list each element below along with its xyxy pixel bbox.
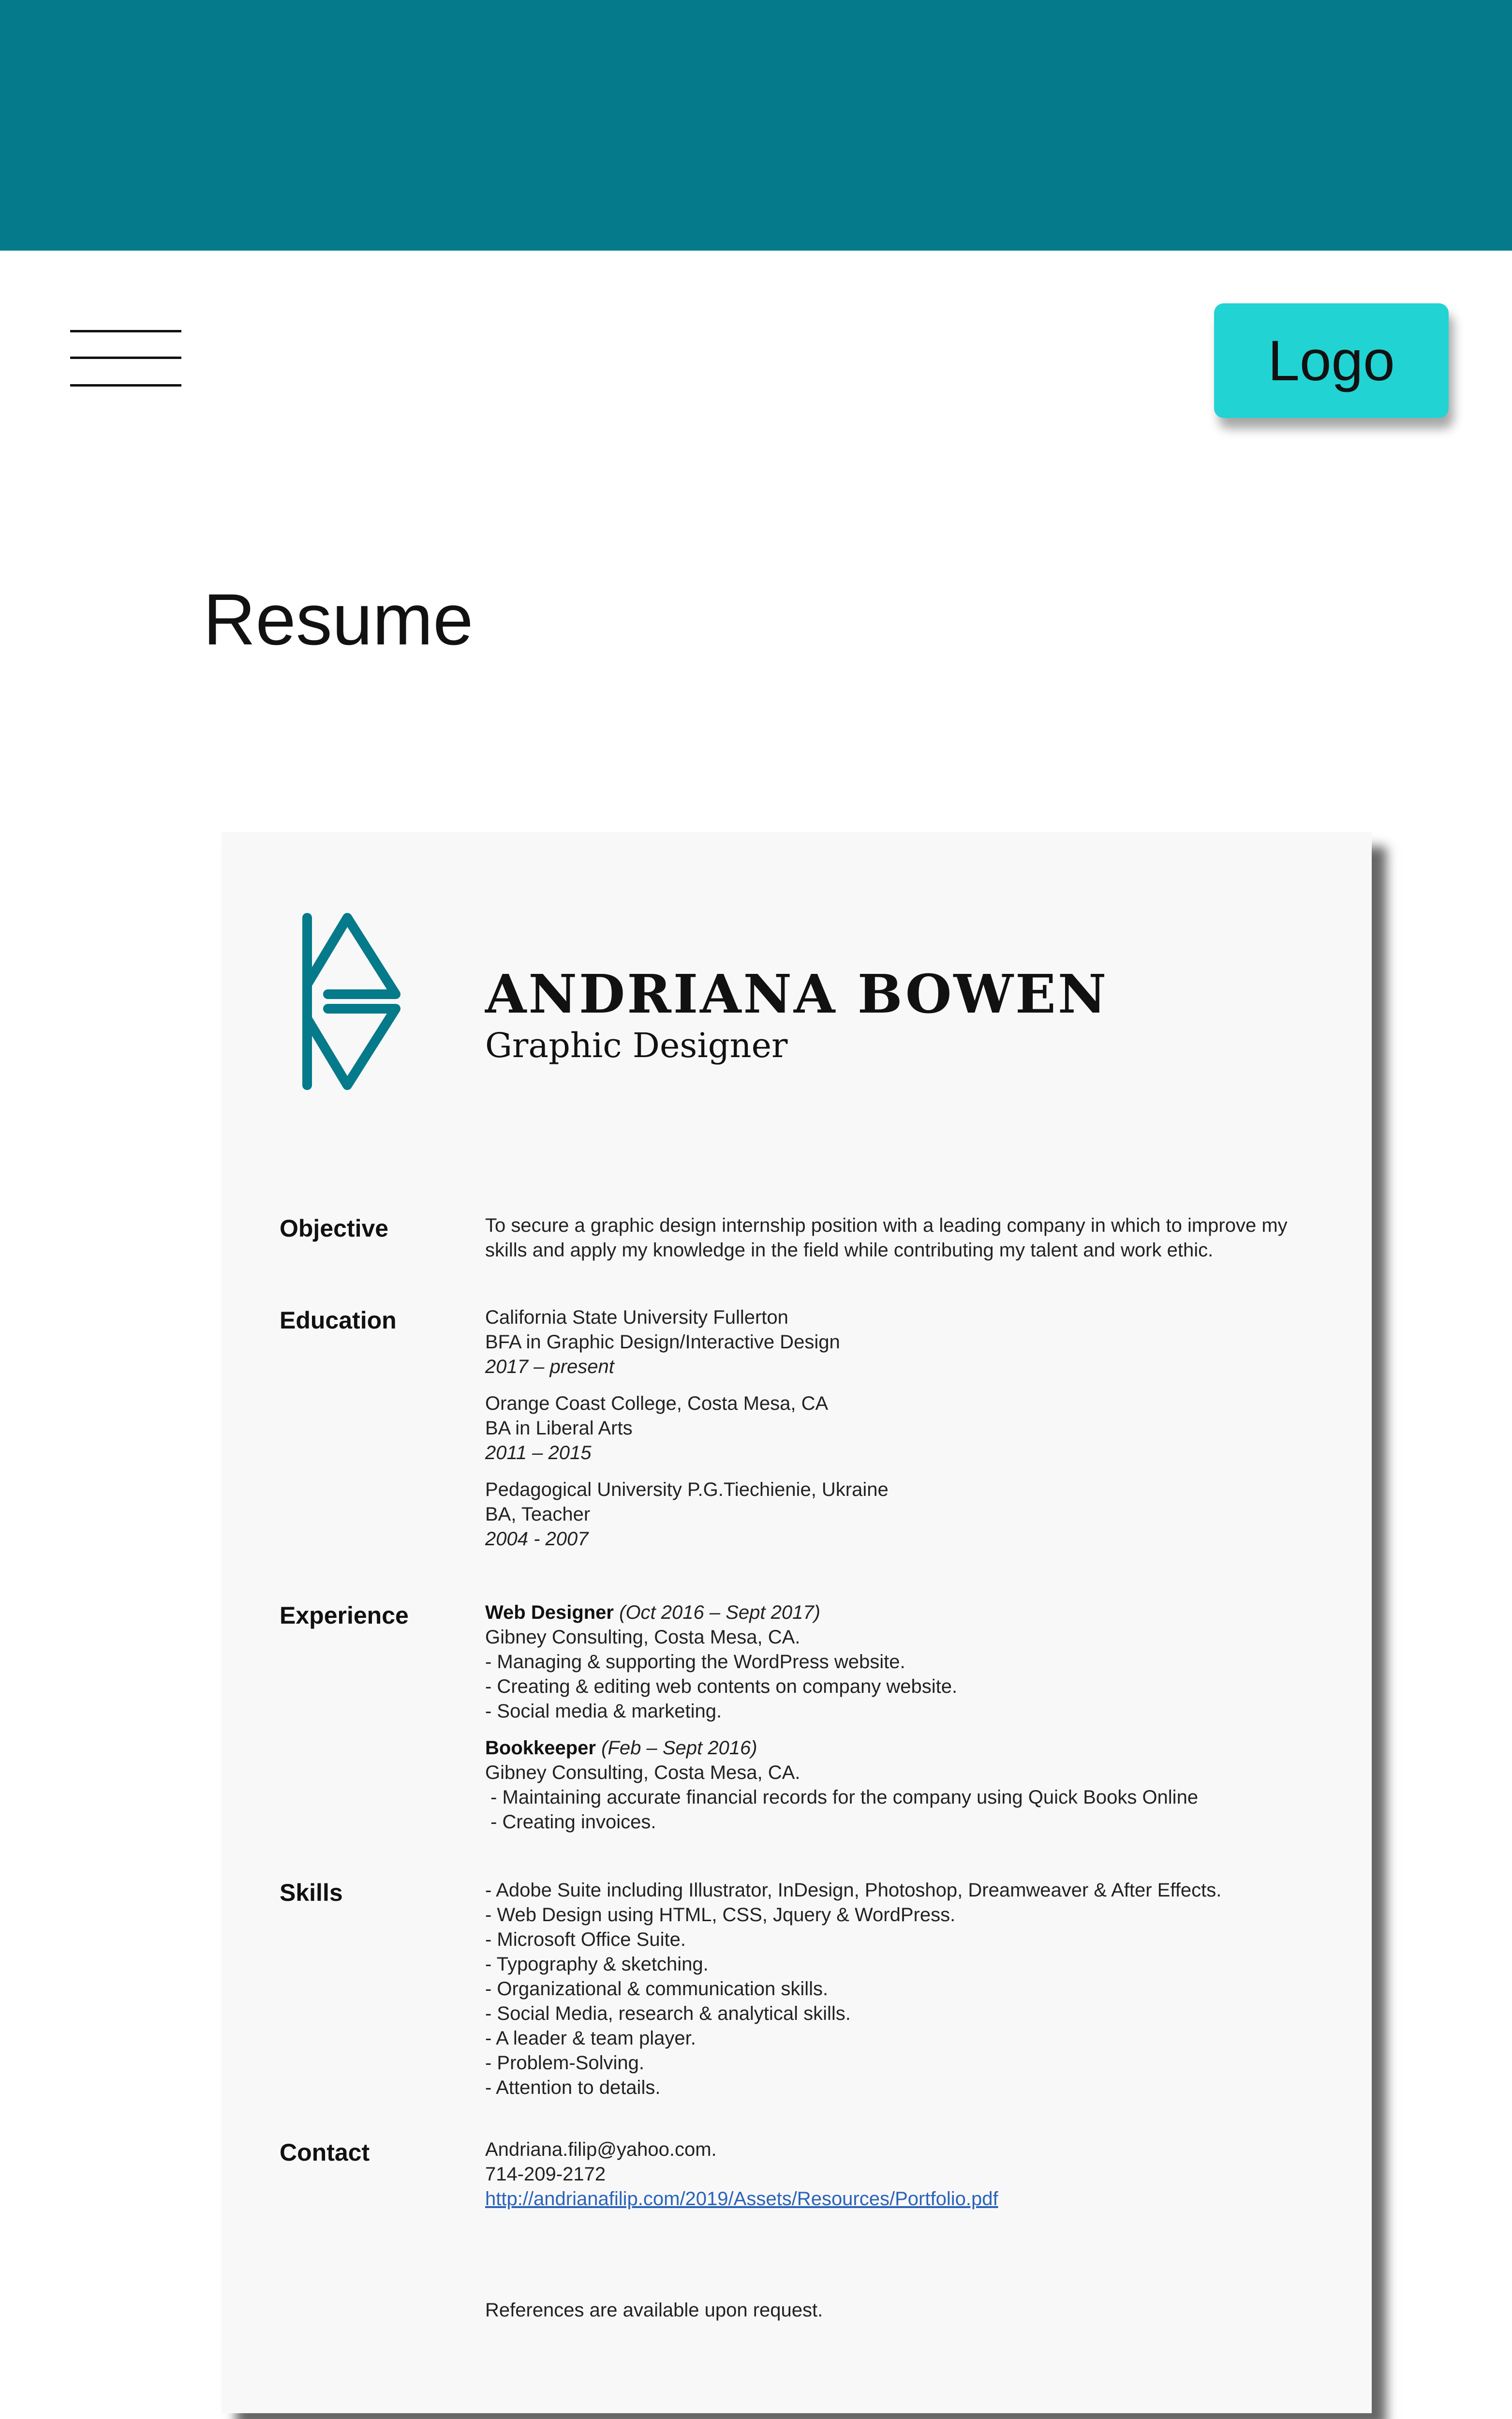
menu-line [70, 384, 181, 387]
job-duty: - Social media & marketing. [485, 1701, 722, 1722]
page-title: Resume [203, 579, 474, 660]
education-degree: BA in Liberal Arts [485, 1418, 633, 1439]
job-dates: (Oct 2016 – Sept 2017) [619, 1602, 820, 1623]
objective-line: skills and apply my knowledge in the field while contributing my talent and work ethic. [485, 1239, 1214, 1261]
contact-email[interactable]: Andriana.filip@yahoo.com. [485, 2139, 717, 2160]
education-entry [485, 1391, 889, 1465]
skill-item: - A leader & team player. [485, 2028, 696, 2049]
portfolio-link[interactable]: http://andrianafilip.com/2019/Assets/Resources/Portfolio.pdf [485, 2188, 998, 2210]
experience-entry [485, 1600, 1198, 1724]
contact-heading: Contact [280, 2139, 370, 2166]
job-duty: - Managing & supporting the WordPress website. [485, 1651, 905, 1672]
education-list [485, 1305, 889, 1564]
skill-item: - Microsoft Office Suite. [485, 1929, 686, 1950]
education-entry [485, 1478, 889, 1552]
skill-item: - Social Media, research & analytical skills. [485, 2003, 851, 2024]
job-header [485, 1736, 1198, 1761]
skills-list [485, 1878, 1221, 2100]
job-company: Gibney Consulting, Costa Mesa, CA. [485, 1627, 800, 1648]
skill-item: - Adobe Suite including Illustrator, InDesign, Photoshop, Dreamweaver & After Effects. [485, 1880, 1222, 1901]
header-band [0, 0, 1512, 251]
skills-heading: Skills [280, 1879, 343, 1906]
experience-entry [485, 1736, 1198, 1835]
education-heading: Education [280, 1307, 397, 1334]
job-duty: - Creating invoices. [485, 1811, 656, 1833]
menu-line [70, 330, 181, 332]
references-note [485, 2298, 823, 2323]
menu-line [70, 357, 181, 359]
education-dates: 2017 – present [485, 1356, 614, 1377]
resume-name: ANDRIANA BOWEN [485, 963, 1109, 1025]
logo-button[interactable]: Logo [1214, 303, 1449, 418]
education-school: Pedagogical University P.G.Tiechienie, Ukraine [485, 1479, 889, 1500]
education-school: Orange Coast College, Costa Mesa, CA [485, 1393, 829, 1414]
resume-document [222, 832, 1372, 2413]
monogram-logo-icon [301, 912, 403, 1091]
job-company: Gibney Consulting, Costa Mesa, CA. [485, 1762, 800, 1783]
education-degree: BA, Teacher [485, 1504, 591, 1525]
contact-details [485, 2137, 998, 2211]
education-degree: BFA in Graphic Design/Interactive Design [485, 1331, 840, 1353]
contact-phone: 714-209-2172 [485, 2164, 606, 2185]
job-duty: - Maintaining accurate financial records for the company using Quick Books Online [485, 1787, 1199, 1808]
job-duty: - Creating & editing web contents on company website. [485, 1676, 958, 1697]
skill-item: - Web Design using HTML, CSS, Jquery & WordPress. [485, 1904, 956, 1926]
objective-line: To secure a graphic design internship position with a leading company in which to improve my [485, 1215, 1288, 1236]
education-dates: 2011 – 2015 [485, 1442, 592, 1463]
education-entry [485, 1305, 889, 1379]
objective-heading: Objective [280, 1215, 389, 1242]
skill-item: - Organizational & communication skills. [485, 1978, 829, 2000]
resume-role: Graphic Designer [485, 1026, 788, 1065]
job-title: Web Designer [485, 1602, 614, 1623]
job-header [485, 1600, 1198, 1625]
skill-item: - Typography & sketching. [485, 1954, 709, 1975]
skill-item: - Attention to details. [485, 2077, 661, 2098]
experience-list [485, 1600, 1198, 1847]
skill-item: - Problem-Solving. [485, 2052, 645, 2074]
job-dates: (Feb – Sept 2016) [601, 1737, 757, 1759]
objective-text [485, 1213, 1288, 1263]
experience-heading: Experience [280, 1602, 409, 1629]
education-school: California State University Fullerton [485, 1307, 788, 1328]
job-title: Bookkeeper [485, 1737, 596, 1759]
education-dates: 2004 - 2007 [485, 1528, 589, 1550]
references-text: References are available upon request. [485, 2300, 823, 2321]
menu-icon[interactable] [70, 330, 181, 388]
